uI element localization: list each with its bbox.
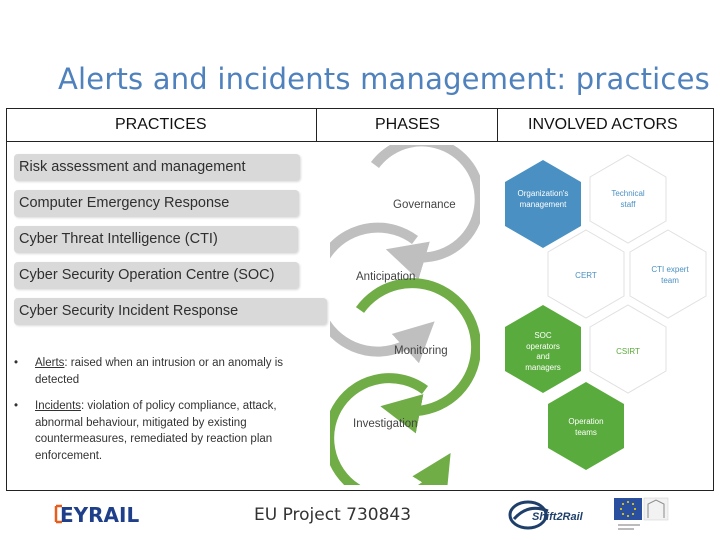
definition-text: : raised when an intrusion or an anomaly is detected [35, 357, 284, 386]
actor-operation-line2: teams [575, 428, 597, 437]
practice-incident-response: Cyber Security Incident Response [14, 298, 327, 325]
actor-soc-line1: SOC [534, 331, 552, 340]
actor-soc-line3: and [536, 352, 550, 361]
eu-flag-logo [614, 494, 670, 536]
practice-computer-emergency-response: Computer Emergency Response [14, 190, 299, 217]
actor-org-management-line1: Organization's [517, 189, 569, 198]
footer-project-label: EU Project 730843 [254, 505, 412, 525]
hex-operation-teams [548, 382, 624, 470]
actor-org-management-line2: management [519, 200, 567, 209]
term-incidents: Incidents [35, 400, 82, 412]
eyrail-logo [52, 502, 162, 528]
term-alerts: Alerts [35, 357, 65, 369]
svg-text:Shift2Rail: Shift2Rail [532, 511, 583, 523]
header-actors: INVOLVED ACTORS [528, 116, 678, 133]
actor-csirt: CSIRT [616, 347, 640, 356]
practice-soc: Cyber Security Operation Centre (SOC) [14, 262, 299, 289]
actor-cti-expert-line2: team [661, 276, 679, 285]
actor-technical-staff-line2: staff [620, 200, 636, 209]
definition-text: : violation of policy compliance, attack, abnormal behaviour, mitigated by existing countermeasures, remediated by reaction plan enforcement. [35, 400, 277, 462]
phase-monitoring: Monitoring [394, 345, 448, 357]
shift2rail-logo [508, 497, 592, 533]
phase-governance: Governance [393, 199, 456, 211]
hex-cti-expert-team [630, 230, 706, 318]
phase-anticipation: Anticipation [356, 271, 416, 283]
actor-cti-expert-line1: CTI expert [651, 265, 689, 274]
actor-technical-staff-line1: Technical [611, 189, 645, 198]
actor-cert: CERT [575, 271, 597, 280]
bullet: • [14, 357, 19, 369]
actor-soc-line4: managers [525, 363, 561, 372]
hex-technical-staff [590, 155, 666, 243]
bullet: • [14, 400, 19, 412]
svg-text:EYRAIL: EYRAIL [60, 503, 140, 527]
actor-soc-line2: operators [526, 342, 560, 351]
actor-operation-line1: Operation [568, 417, 604, 426]
phase-investigation: Investigation [353, 418, 418, 430]
practice-cti: Cyber Threat Intelligence (CTI) [14, 226, 298, 253]
header-phases: PHASES [375, 116, 440, 133]
header-practices: PRACTICES [115, 116, 207, 133]
slide-title: Alerts and incidents management: practices [58, 62, 710, 96]
practice-risk-assessment: Risk assessment and management [14, 154, 300, 181]
